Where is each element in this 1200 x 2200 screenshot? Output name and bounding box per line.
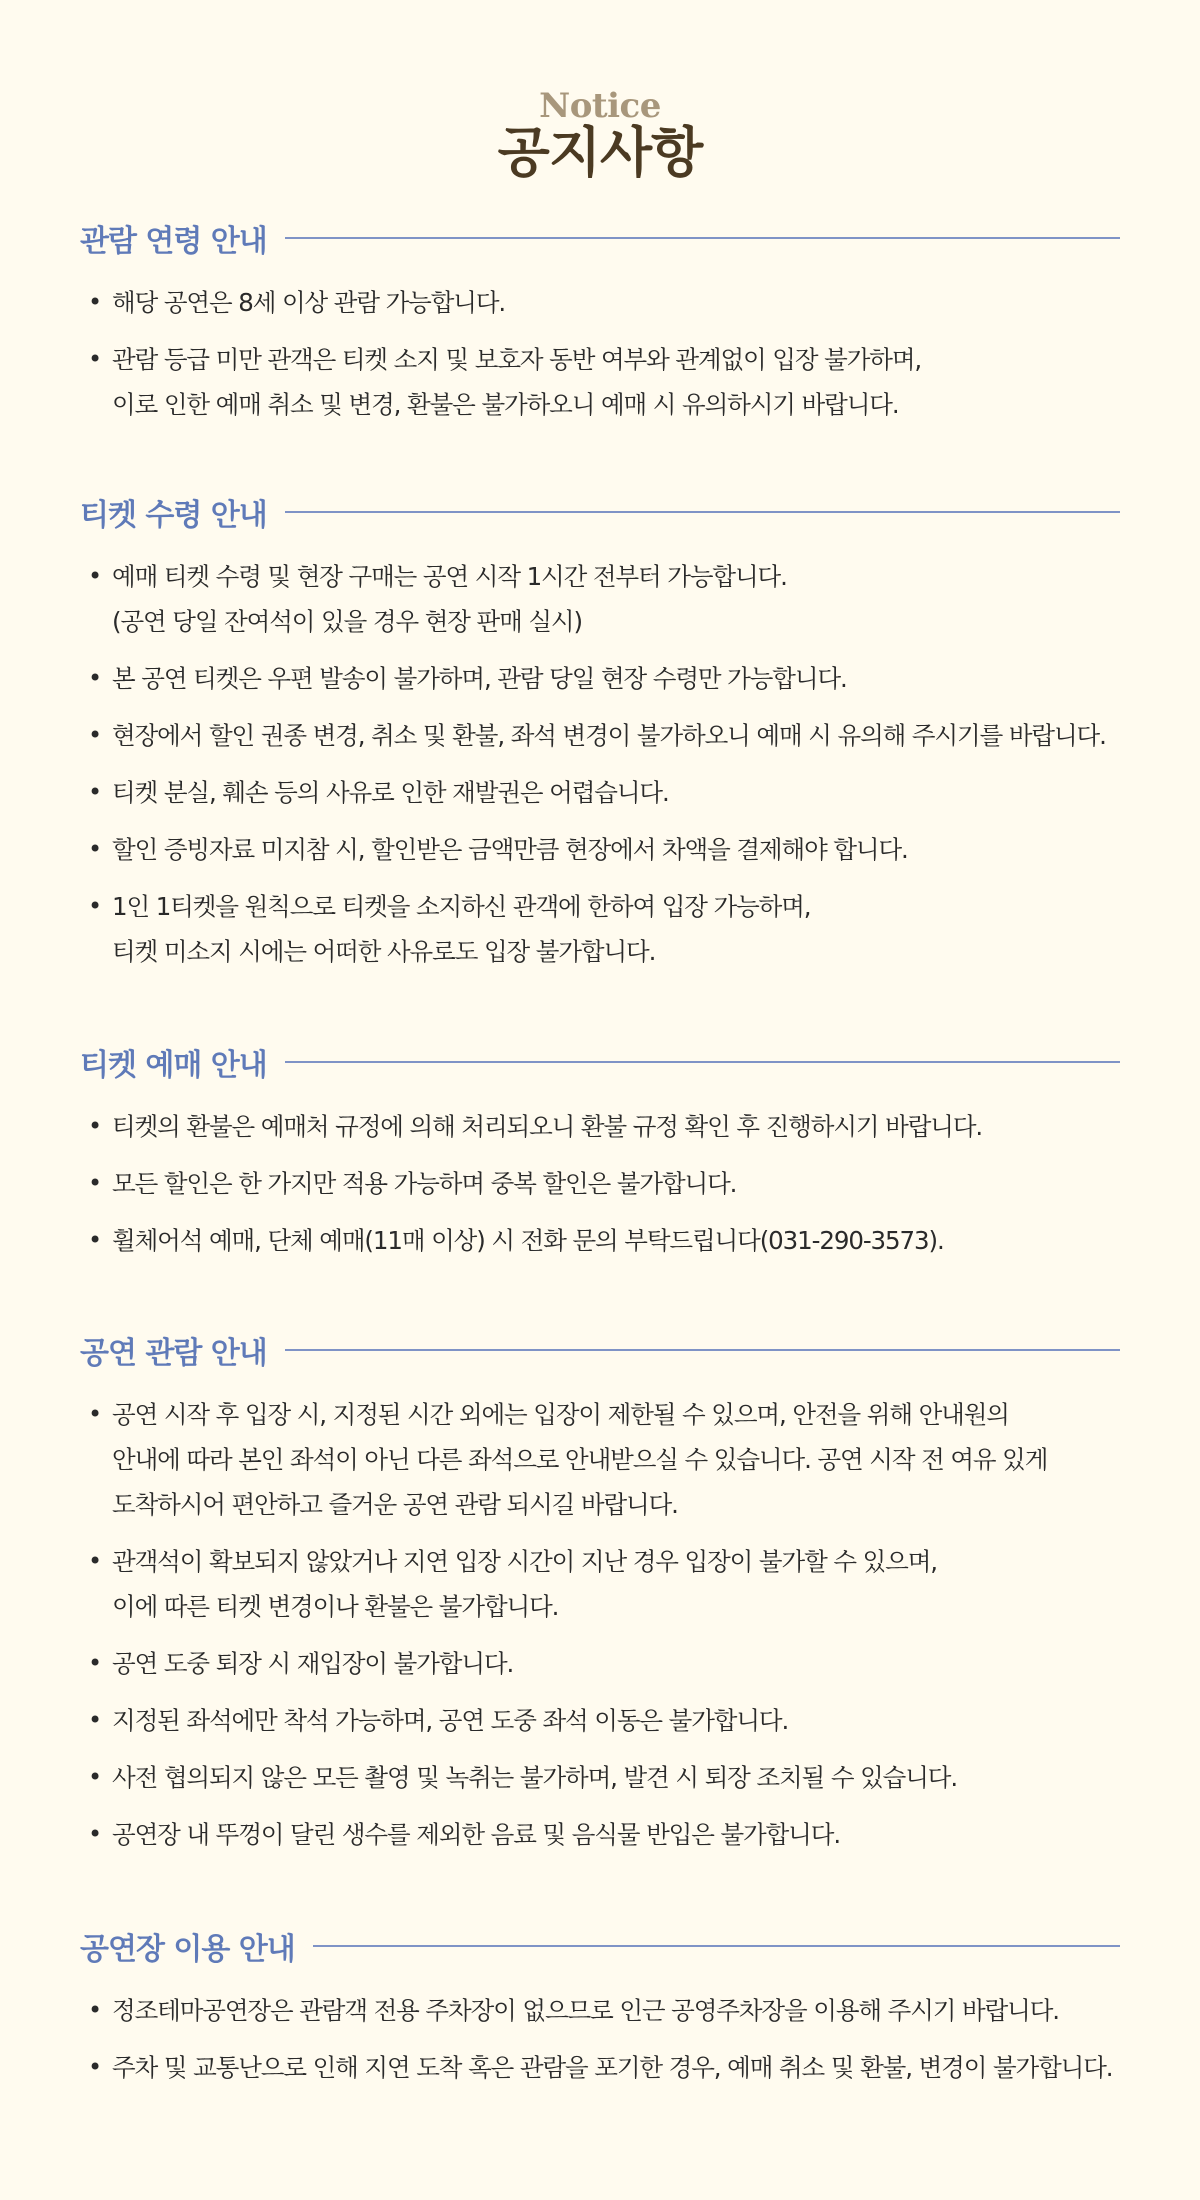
- notice-header: [80, 0, 1120, 188]
- bullet-dot: •: [88, 1706, 102, 1734]
- bullet-dot: •: [88, 1547, 102, 1575]
- notice-list: [80, 1988, 1120, 2090]
- notice-text: 정조테마공연장은 관람객 전용 주차장이 없으므로 인근 공영주차장을 이용해 주시기 바랍니다.: [112, 1996, 1059, 2025]
- notice-text: 휠체어석 예매, 단체 예매(11매 이상) 시 전화 문의 부탁드립니다(031-290-3573).: [112, 1226, 944, 1255]
- bullet-dot: •: [88, 1112, 102, 1140]
- section-heading: [80, 1926, 1120, 1966]
- section-performance-viewing: [80, 1330, 1120, 1869]
- bullet-dot: •: [88, 288, 102, 316]
- notice-item: [80, 770, 1120, 815]
- notice-item: [80, 1539, 1120, 1629]
- notice-text: 사전 협의되지 않은 모든 촬영 및 녹취는 불가하며, 발견 시 퇴장 조치될 수 있습니다.: [112, 1763, 958, 1792]
- section-title: 관람 연령 안내: [80, 224, 267, 259]
- notice-item: [80, 1641, 1120, 1686]
- section-heading: [80, 1330, 1120, 1370]
- notice-text: 티켓 분실, 훼손 등의 사유로 인한 재발권은 어렵습니다.: [112, 778, 669, 807]
- notice-text: 공연 도중 퇴장 시 재입장이 불가합니다.: [112, 1649, 514, 1678]
- bullet-dot: •: [88, 1169, 102, 1197]
- bullet-dot: •: [88, 1649, 102, 1677]
- section-ticket-booking: [80, 1042, 1120, 1275]
- notice-text: 주차 및 교통난으로 인해 지연 도착 혹은 관람을 포기한 경우, 예매 취소 및 환불, 변경이 불가합니다.: [112, 2053, 1113, 2082]
- notice-item: [80, 884, 1120, 974]
- notice-list: [80, 1392, 1120, 1857]
- notice-text: 1인 1티켓을 원칙으로 티켓을 소지하신 관객에 한하여 입장 가능하며,: [112, 892, 811, 921]
- bullet-dot: •: [88, 778, 102, 806]
- section-divider: [285, 1061, 1120, 1063]
- bullet-dot: •: [88, 345, 102, 373]
- notice-item: [80, 1755, 1120, 1800]
- section-divider: [285, 237, 1120, 239]
- bullet-dot: •: [88, 1820, 102, 1848]
- notice-text: 도착하시어 편안하고 즐거운 공연 관람 되시길 바랍니다.: [112, 1490, 678, 1519]
- section-title: 티켓 수령 안내: [80, 498, 267, 533]
- notice-text: 공연장 내 뚜껑이 달린 생수를 제외한 음료 및 음식물 반입은 불가합니다.: [112, 1820, 841, 1849]
- notice-text: 모든 할인은 한 가지만 적용 가능하며 중복 할인은 불가합니다.: [112, 1169, 737, 1198]
- notice-text: (공연 당일 잔여석이 있을 경우 현장 판매 실시): [112, 607, 582, 636]
- notice-item: [80, 1104, 1120, 1149]
- notice-list: [80, 554, 1120, 974]
- bullet-dot: •: [88, 721, 102, 749]
- section-title: 공연장 이용 안내: [80, 1932, 295, 1967]
- notice-item: [80, 827, 1120, 872]
- notice-list: [80, 1104, 1120, 1263]
- section-venue-use: [80, 1926, 1120, 2102]
- notice-item: [80, 280, 1120, 325]
- section-heading: [80, 218, 1120, 258]
- section-divider: [285, 511, 1120, 513]
- notice-title: 공지사항: [497, 120, 703, 184]
- bullet-dot: •: [88, 1996, 102, 2024]
- notice-text: 이에 따른 티켓 변경이나 환불은 불가합니다.: [112, 1592, 559, 1621]
- section-title: 공연 관람 안내: [80, 1336, 267, 1371]
- notice-text: 공연 시작 후 입장 시, 지정된 시간 외에는 입장이 제한될 수 있으며, 안전을 위해 안내원의: [112, 1400, 1009, 1429]
- notice-text: 이로 인한 예매 취소 및 변경, 환불은 불가하오니 예매 시 유의하시기 바랍니다.: [112, 390, 899, 419]
- notice-item: [80, 713, 1120, 758]
- notice-item: [80, 1812, 1120, 1857]
- notice-text: 본 공연 티켓은 우편 발송이 불가하며, 관람 당일 현장 수령만 가능합니다.: [112, 664, 847, 693]
- bullet-dot: •: [88, 664, 102, 692]
- notice-subtitle: Notice: [539, 86, 661, 126]
- section-heading: [80, 1042, 1120, 1082]
- notice-item: [80, 1218, 1120, 1263]
- notice-item: [80, 554, 1120, 644]
- section-divider: [313, 1945, 1120, 1947]
- bullet-dot: •: [88, 562, 102, 590]
- section-ticket-pickup: [80, 492, 1120, 986]
- bullet-dot: •: [88, 1400, 102, 1428]
- notice-text: 티켓 미소지 시에는 어떠한 사유로도 입장 불가합니다.: [112, 937, 656, 966]
- notice-text: 관객석이 확보되지 않았거나 지연 입장 시간이 지난 경우 입장이 불가할 수 있으며,: [112, 1547, 937, 1576]
- bullet-dot: •: [88, 892, 102, 920]
- section-divider: [285, 1349, 1120, 1351]
- notice-text: 관람 등급 미만 관객은 티켓 소지 및 보호자 동반 여부와 관계없이 입장 불가하며,: [112, 345, 922, 374]
- notice-item: [80, 1161, 1120, 1206]
- notice-text: 지정된 좌석에만 착석 가능하며, 공연 도중 좌석 이동은 불가합니다.: [112, 1706, 789, 1735]
- notice-text: 안내에 따라 본인 좌석이 아닌 다른 좌석으로 안내받으실 수 있습니다. 공연 시작 전 여유 있게: [112, 1445, 1048, 1474]
- notice-item: [80, 1698, 1120, 1743]
- notice-item: [80, 2045, 1120, 2090]
- notice-list: [80, 280, 1120, 427]
- bullet-dot: •: [88, 1763, 102, 1791]
- section-title: 티켓 예매 안내: [80, 1048, 267, 1083]
- notice-item: [80, 1392, 1120, 1527]
- notice-text: 예매 티켓 수령 및 현장 구매는 공연 시작 1시간 전부터 가능합니다.: [112, 562, 787, 591]
- bullet-dot: •: [88, 835, 102, 863]
- section-heading: [80, 492, 1120, 532]
- section-age-guide: [80, 218, 1120, 439]
- notice-item: [80, 1988, 1120, 2033]
- bullet-dot: •: [88, 1226, 102, 1254]
- notice-text: 현장에서 할인 권종 변경, 취소 및 환불, 좌석 변경이 불가하오니 예매 시 유의해 주시기를 바랍니다.: [112, 721, 1106, 750]
- notice-text: 티켓의 환불은 예매처 규정에 의해 처리되오니 환불 규정 확인 후 진행하시기 바랍니다.: [112, 1112, 983, 1141]
- notice-item: [80, 656, 1120, 701]
- notice-text: 할인 증빙자료 미지참 시, 할인받은 금액만큼 현장에서 차액을 결제해야 합니다.: [112, 835, 908, 864]
- notice-item: [80, 337, 1120, 427]
- notice-text: 해당 공연은 8세 이상 관람 가능합니다.: [112, 288, 506, 317]
- bullet-dot: •: [88, 2053, 102, 2081]
